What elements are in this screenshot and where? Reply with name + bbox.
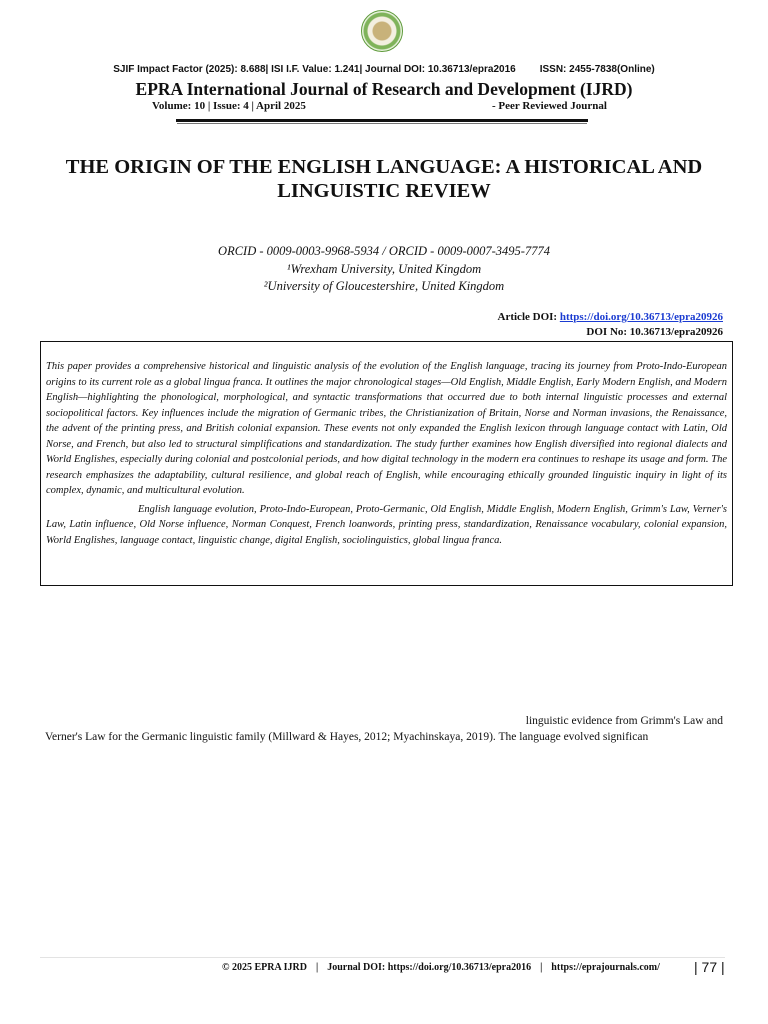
footer xyxy=(222,962,660,973)
affiliation-1: ¹Wrexham University, United Kingdom xyxy=(286,262,482,276)
footer-rule xyxy=(40,957,725,958)
footer-separator: | xyxy=(315,962,319,973)
body-line-2: Verner's Law for the Germanic linguistic family (Millward & Hayes, 2012; Myachinskaya, 2019). The language evolved significan xyxy=(45,731,649,743)
journal-logo xyxy=(361,10,403,52)
footer-site-link[interactable]: https://eprajournals.com/ xyxy=(551,962,660,973)
journal-name: EPRA International Journal of Research and Development (IJRD) xyxy=(135,79,633,99)
header-impact-line xyxy=(0,64,768,75)
issn-text: ISSN: 2455-7838(Online) xyxy=(539,64,655,75)
article-doi-label: Article DOI: xyxy=(497,311,560,323)
volume-issue: Volume: 10 | Issue: 4 | April 2025 xyxy=(152,100,306,112)
peer-reviewed-label: - Peer Reviewed Journal xyxy=(492,100,607,112)
keywords-text: English language evolution, Proto-Indo-European, Proto-Germanic, Old English, Middle English, Modern English, Grimm's Law, Verner's Law, Latin influence, Old Norse influence, Norman Conquest, French loanwords, printing press, standardization, Renaissance vocabulary, colonial expansion, World Englishes, language contact, linguistic change, digital English, sociolinguistics, global lingua franca. xyxy=(46,503,727,546)
footer-journal-doi: Journal DOI: https://doi.org/10.36713/epra2016 xyxy=(327,962,532,973)
impact-factor-text: SJIF Impact Factor (2025): 8.688| ISI I.F. Value: 1.241| Journal DOI: 10.36713/epra2016 xyxy=(113,64,516,75)
page-number: | 77 | xyxy=(694,959,725,975)
body-text xyxy=(45,713,723,745)
affiliation-2: ²University of Gloucestershire, United Kingdom xyxy=(263,279,505,293)
body-line-1: linguistic evidence from Grimm's Law and xyxy=(525,715,723,727)
orcid-line: ORCID - 0009-0003-9968-5934 / ORCID - 0009-0007-3495-7774 xyxy=(218,244,550,258)
header-rule xyxy=(176,119,588,122)
doi-number: DOI No: 10.36713/epra20926 xyxy=(586,326,723,338)
article-doi-link[interactable]: https://doi.org/10.36713/epra20926 xyxy=(559,311,723,323)
article-title: THE ORIGIN OF THE ENGLISH LANGUAGE: A HISTORICAL AND LINGUISTIC REVIEW xyxy=(65,156,703,202)
abstract-text: This paper provides a comprehensive historical and linguistic analysis of the evolution of the English language, tracing its journey from Proto-Indo-European origins to its current role as a global lingua franca. It outlines the major chronological stages—Old English, Middle English, Early Modern English, and Modern English—highlighting the phonological, morphological, and syntactic transformations that occurred due to both internal linguistic processes and external sociopolitical factors. Key influences include the migration of Germanic tribes, the Christianization of Britain, Norse and Norman invasions, the Renaissance, the advent of the printing press, and British colonial expansion. These events not only expanded the English lexicon through language contact with Latin, Old Norse, and French, but also led to structural simplifications and standardization. The study further examines how English diversified into regional dialects and World Englishes, especially during colonial and postcolonial periods, and how digital technology in the modern era continues to reshape its usage and form. The research emphasizes the adaptability, cultural resilience, and global reach of English, while encouraging ethically grounded linguistic inquiry in light of its complex, dynamic, and multicultural evolution. xyxy=(46,361,727,496)
abstract-box xyxy=(40,341,733,586)
article-doi xyxy=(498,311,723,323)
footer-separator: | xyxy=(540,962,543,973)
footer-copyright: © 2025 EPRA IJRD xyxy=(222,962,307,973)
